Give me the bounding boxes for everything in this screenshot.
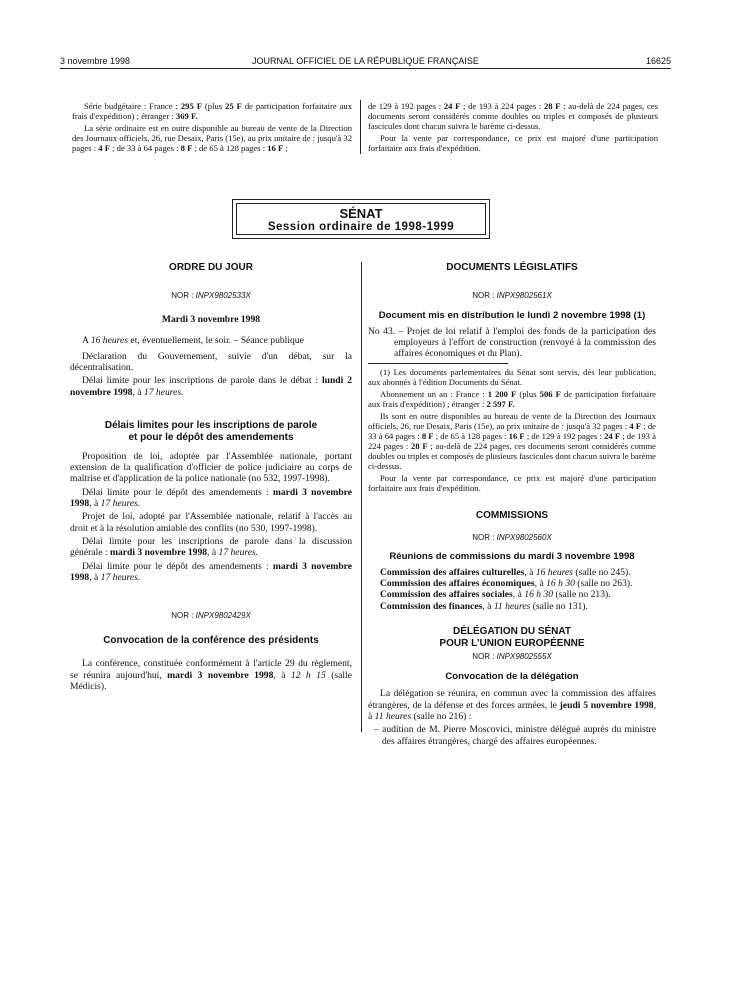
commission-culturelles: Commission des affaires culturelles, à 16 heures (salle no 245). — [380, 566, 631, 578]
session-title: Session ordinaire de 1998-1999 — [267, 221, 455, 234]
delegation-heading: DÉLÉGATION DU SÉNAT POUR L'UNION EUROPÉENNE — [439, 625, 585, 649]
audition-item: – audition de M. Pierre Moscovici, ministre délégué auprès du ministre des affaires étrangères, chargé des affaires européennes. — [374, 724, 656, 747]
top-right-block — [368, 102, 658, 156]
nor-conference: NOR : INPX9802429X — [171, 611, 251, 621]
commission-economiques: Commission des affaires économiques, à 16 h 30 (salle no 263). — [380, 577, 633, 589]
page-header — [60, 54, 671, 68]
seance-date: Mardi 3 novembre 1998 — [161, 314, 261, 326]
projet-de-loi: Projet de loi, adopté par l'Assemblée nationale, relatif à l'accès au droit et à la résolution amiable des conflits (no 530, 1997-1998). — [70, 511, 352, 534]
tarif-budgetaire: Série budgétaire : France : 295 F (plus 25 F de participation forfaitaire aux frais d'expédition) ; étranger : 369 F. — [72, 101, 353, 121]
nor-delegation: NOR : INPX9802555X — [472, 651, 552, 661]
delai-debat: Délai limite pour les inscriptions de parole dans le débat : lundi 2 novembre 1998, à 17 heures. — [70, 375, 352, 398]
documents-legislatifs-heading: DOCUMENTS LÉGISLATIFS — [446, 262, 578, 273]
declaration-gouvernement: Déclaration du Gouvernement, suivie d'un débat, sur la décentralisation. — [70, 350, 352, 374]
document-no-43: No 43. – Projet de loi relatif à l'emploi des fonds de la participation des employeurs à l'effort de construction (renvoyé à la commission des affaires économiques et du Plan). — [368, 325, 656, 360]
nor-documents: NOR : INPX9802561X — [472, 290, 552, 300]
footnote-1: (1) Les documents parlementaires du Sénat sont servis, dès leur publication, aux abonnés à l'édition Documents du Sénat. — [368, 367, 656, 388]
left-column — [70, 262, 352, 694]
senat-title-box — [232, 199, 490, 239]
proposition-de-loi: Proposition de loi, adoptée par l'Assemblée nationale, portant extension de la qualification d'officier de police judiciaire au corps de maîtrise et d'application de la police nationale (no 532, 1997-1998). — [70, 450, 352, 485]
delais-heading: Délais limites pour les inscriptions de parole et pour le dépôt des amendements — [104, 420, 318, 443]
nor-commissions: NOR : INPX9802560X — [472, 532, 552, 542]
tarif-serie-ordinaire: La série ordinaire est en outre disponible au bureau de vente de la Direction des Journaux officiels, 26, rue Desaix, Paris (15e), au prix unitaire de : jusqu'à 32 pages : 4 F ; de 33 à 64 pages : 8 F ; de 65 à 128 pages : 16 F ; — [72, 122, 352, 153]
delai-amendements-1: Délai limite pour le dépôt des amendements : mardi 3 novembre 1998, à 17 heures. — [70, 486, 352, 509]
header-page-number: 16625 — [645, 56, 671, 66]
delai-discussion-generale: Délai limite pour les inscriptions de parole dans la discussion générale : mardi 3 novembre 1998, à 17 heures. — [70, 535, 352, 559]
seance-publique: A 16 heures et, éventuellement, le soir. – Séance publique — [82, 334, 304, 346]
footnote-rule — [368, 363, 508, 364]
document-distribution-heading: Document mis en distribution le lundi 2 novembre 1998 (1) — [378, 310, 646, 322]
footnote-prix: Ils sont en outre disponibles au bureau de vente de la Direction des Journaux officiels, 26, rue Desaix, Paris (15e), au prix unitaire de : jusqu'à 32 pages : 4 F ; de 33 à 64 pages : 8 F ; de 65 à 128 pages : 16 F ; de 129 à 192 pages : 24 F ; de 193 à 224 pages : 28 F ; au-delà de 224 pages, ces documents seront considérés comme doubles ou triples et composés de plusieurs fascicules dont chacun suivra le barème ci-dessus. — [368, 411, 656, 472]
footnote-correspondance: Pour la vente par correspondance, ce prix est majoré d'une participation forfaitaire aux frais d'expédition. — [368, 473, 656, 494]
commissions-heading: COMMISSIONS — [475, 510, 549, 522]
senat-title-inner — [236, 203, 486, 235]
ordre-du-jour-heading: ORDRE DU JOUR — [169, 262, 253, 273]
top-column-rule — [360, 100, 361, 154]
conference-presidents-heading: Convocation de la conférence des présidents — [103, 634, 319, 646]
reunions-heading: Réunions de commissions du mardi 3 novembre 1998 — [389, 551, 635, 563]
nor-ordre-du-jour: NOR : INPX9802533X — [171, 290, 251, 300]
footnote-abonnement: Abonnement un an : France : 1 200 F (plus 506 F de participation forfaitaire aux frais d'expédition) ; étranger : 2 597 F. — [368, 389, 656, 410]
header-date: 3 novembre 1998 — [60, 56, 131, 66]
footnote-block — [368, 368, 656, 494]
commission-finances: Commission des finances, à 11 heures (salle no 131). — [380, 600, 588, 612]
tarif-continued: de 129 à 192 pages : 24 F ; de 193 à 224 pages : 28 F ; au-delà de 224 pages, ces documents seront considérés comme doubles ou triples et composés de plusieurs fascicules dont chacun suivra le barème ci-dessus. — [368, 101, 658, 131]
delai-amendements-2: Délai limite pour le dépôt des amendements : mardi 3 novembre 1998, à 17 heures. — [70, 560, 352, 583]
convocation-delegation-heading: Convocation de la délégation — [445, 670, 579, 682]
header-rule — [60, 68, 671, 69]
senat-title: SÉNAT — [339, 206, 383, 221]
top-left-block — [72, 102, 352, 156]
conference-presidents-text: La conférence, constituée conformément à l'article 29 du règlement, se réunira aujourd'hui, mardi 3 novembre 1998, à 12 h 15 (salle Médicis). — [70, 658, 352, 692]
commission-sociales: Commission des affaires sociales, à 16 h 30 (salle no 213). — [380, 589, 611, 601]
right-column — [368, 262, 656, 749]
header-journal-title: JOURNAL OFFICIEL DE LA RÉPUBLIQUE FRANÇAISE — [252, 56, 479, 66]
delegation-text: La délégation se réunira, en commun avec la commission des affaires étrangères, de la défense et des forces armées, le jeudi 5 novembre 1998, à 11 heures (salle no 216) : — [368, 688, 657, 722]
tarif-correspondance: Pour la vente par correspondance, ce prix est majoré d'une participation forfaitaire aux frais d'expédition. — [368, 132, 658, 153]
main-column-rule — [361, 262, 362, 732]
commissions-list — [368, 567, 656, 612]
